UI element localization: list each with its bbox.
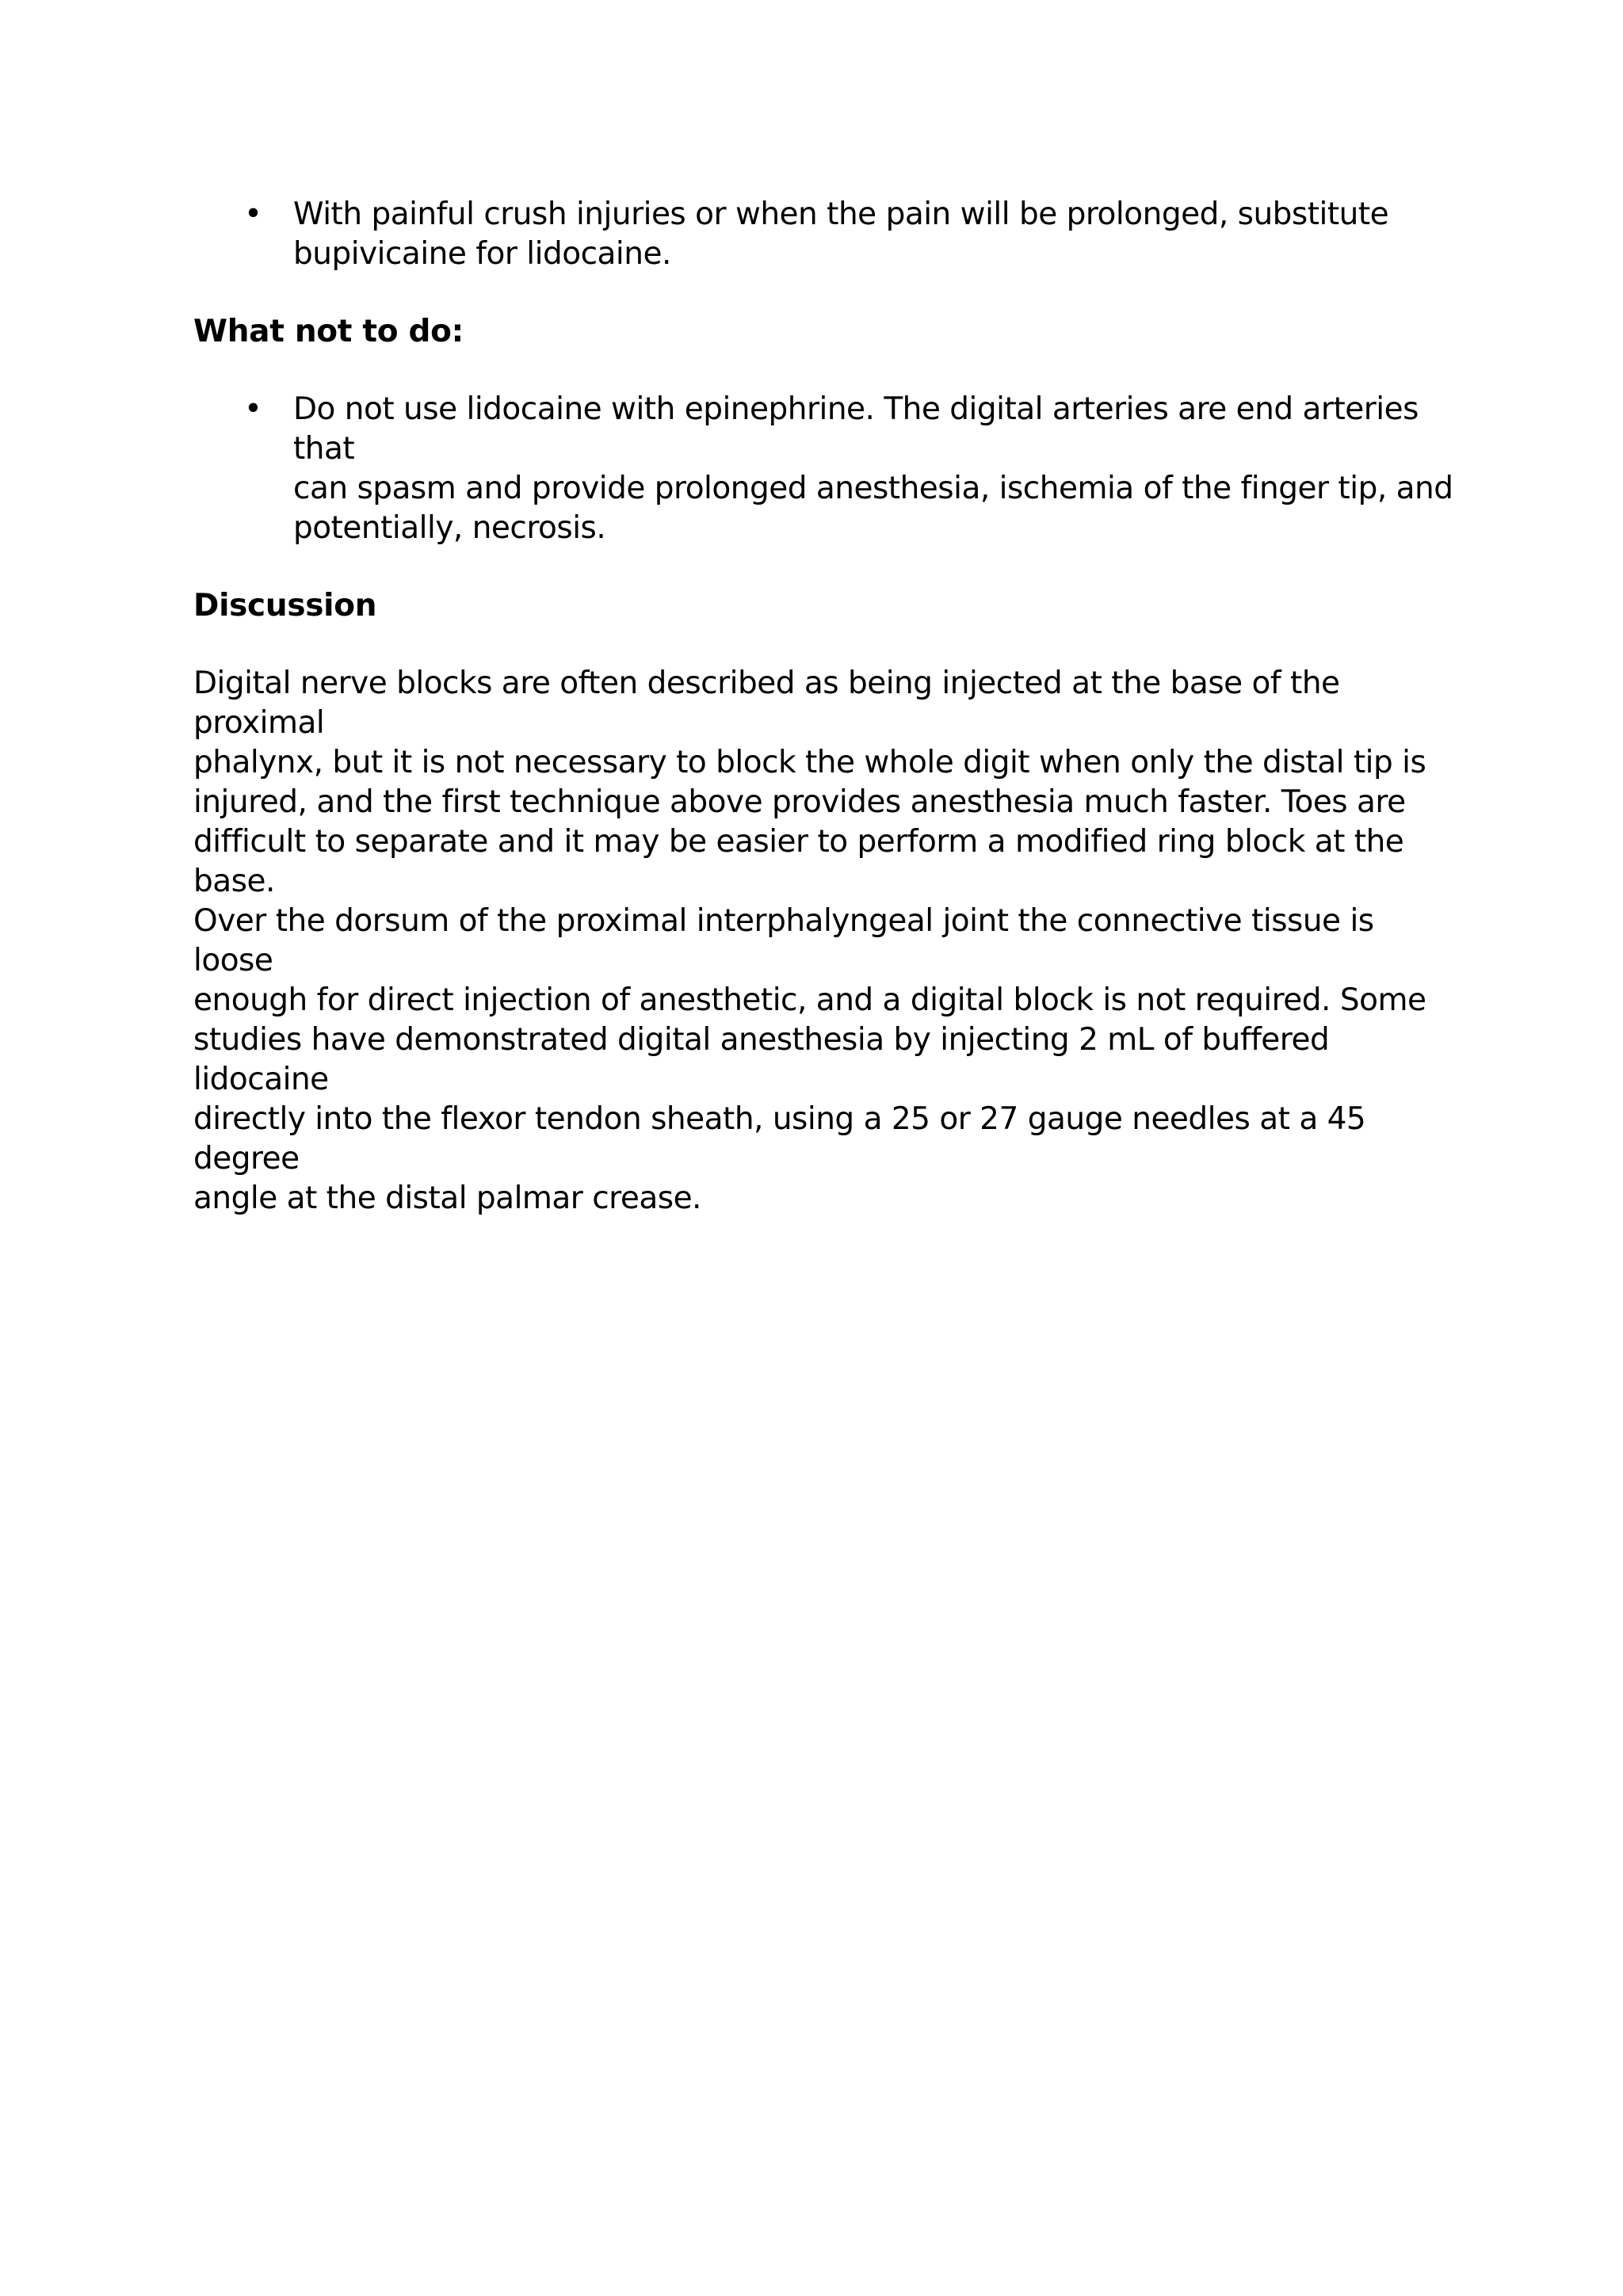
list-item xyxy=(193,390,1461,548)
bullet-dot: • xyxy=(244,391,262,427)
paragraph-line: difficult to separate and it may be easier to perform a modified ring block at the base. xyxy=(193,824,1404,899)
list-item-line: potentially, necrosis. xyxy=(293,510,606,546)
bullet-dot: • xyxy=(244,196,262,232)
paragraph-line: Over the dorsum of the proximal interphalyngeal joint the connective tissue is loose xyxy=(193,903,1374,978)
paragraph-line: phalynx, but it is not necessary to block the whole digit when only the distal tip is xyxy=(193,745,1426,780)
paragraph-line: enough for direct injection of anesthetic, and a digital block is not required. Some xyxy=(193,982,1426,1018)
document-page xyxy=(193,195,1461,1219)
list-item-line: With painful crush injuries or when the pain will be prolonged, substitute xyxy=(293,196,1389,232)
bullet-list-what-not-to-do xyxy=(193,390,1461,548)
paragraph-line: angle at the distal palmar crease. xyxy=(193,1180,701,1216)
paragraph-line: studies have demonstrated digital anesthesia by injecting 2 mL of buffered lidocaine xyxy=(193,1022,1330,1097)
bullet-list-top xyxy=(193,195,1461,274)
discussion-paragraph xyxy=(193,664,1461,1219)
list-item xyxy=(193,195,1461,274)
section-heading-discussion: Discussion xyxy=(193,588,377,624)
paragraph-line: directly into the flexor tendon sheath, using a 25 or 27 gauge needles at a 45 degree xyxy=(193,1101,1366,1177)
section-heading-what-not-to-do: What not to do: xyxy=(193,314,464,349)
list-item-line: can spasm and provide prolonged anesthesia, ischemia of the finger tip, and xyxy=(293,471,1453,506)
paragraph-line: injured, and the first technique above provides anesthesia much faster. Toes are xyxy=(193,784,1406,820)
list-item-line: Do not use lidocaine with epinephrine. The digital arteries are end arteries that xyxy=(293,391,1419,467)
list-item-line: bupivicaine for lidocaine. xyxy=(293,236,671,272)
paragraph-line: Digital nerve blocks are often described as being injected at the base of the proximal xyxy=(193,666,1340,741)
